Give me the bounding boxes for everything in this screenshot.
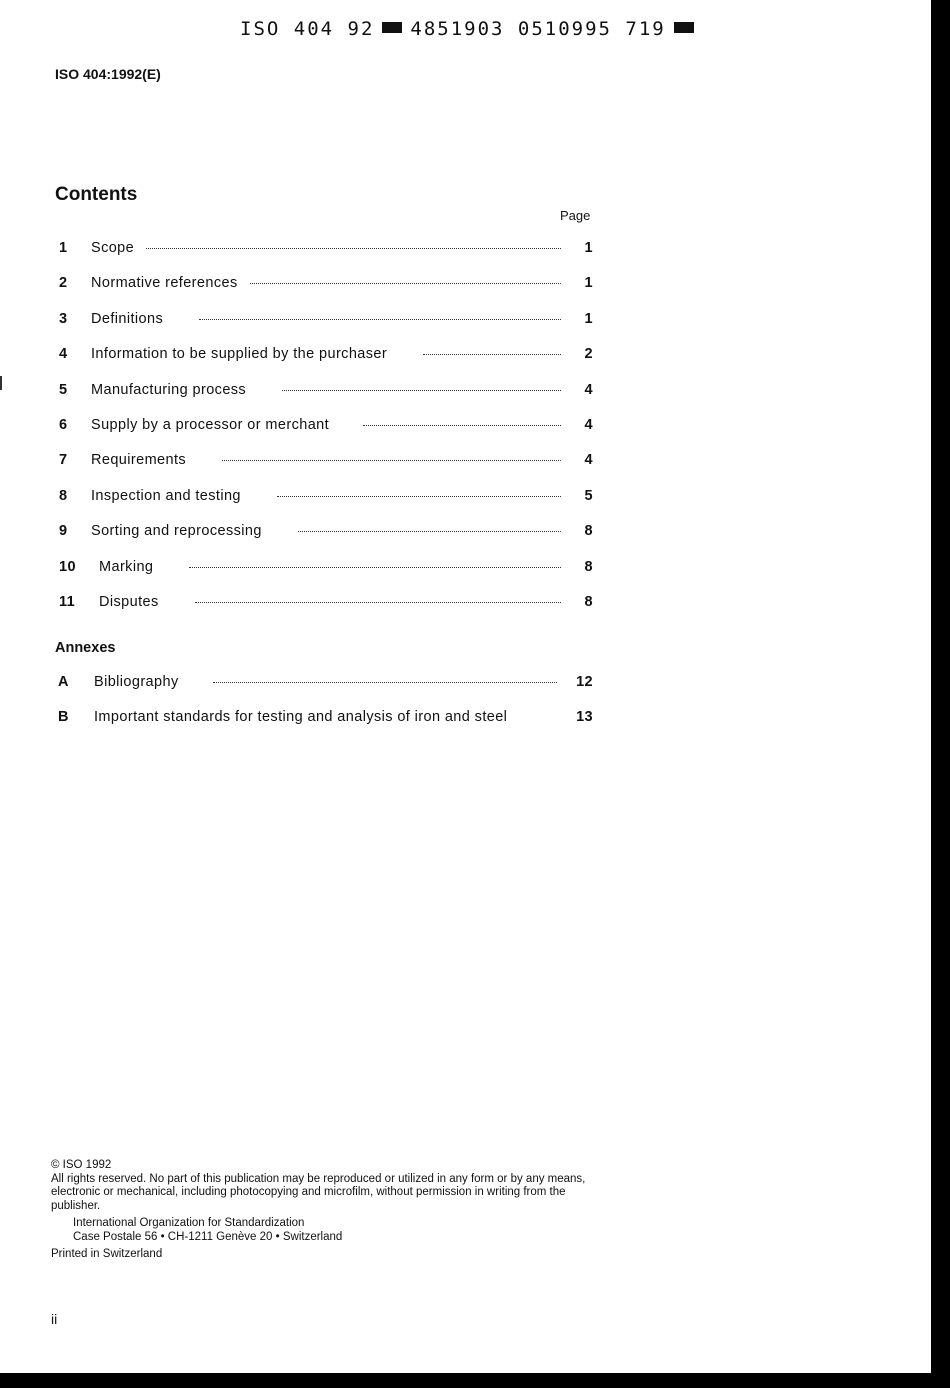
annex-title: Important standards for testing and analysis of iron and steel <box>94 709 508 725</box>
annex-page: 12 <box>576 674 593 690</box>
toc-entry-page: 8 <box>584 523 593 540</box>
page-number: ii <box>51 1311 58 1327</box>
dot-leader <box>277 496 561 497</box>
toc-entry-page: 4 <box>584 381 593 398</box>
dot-leader <box>195 602 561 603</box>
toc-entry-title: Manufacturing process <box>91 381 247 398</box>
toc-entry-title: Sorting and reprocessing <box>91 523 262 540</box>
toc-entry-page: 8 <box>584 558 593 575</box>
annex-letter: B <box>58 709 69 725</box>
dot-leader <box>250 283 561 284</box>
toc-entry-number: 3 <box>59 310 68 327</box>
dot-leader <box>146 248 561 249</box>
dot-leader <box>222 460 561 461</box>
toc-entry-number: 4 <box>59 346 68 363</box>
toc-entry[interactable] <box>55 382 595 417</box>
dot-leader <box>363 425 561 426</box>
annexes-heading: Annexes <box>55 640 116 656</box>
document-id: ISO 404:1992(E) <box>55 66 161 82</box>
toc-entry-number: 7 <box>59 452 68 469</box>
toc-entry[interactable] <box>55 559 595 594</box>
toc-entry-title: Normative references <box>91 275 238 292</box>
table-of-contents <box>55 240 595 629</box>
annex-list <box>55 674 595 744</box>
toc-entry[interactable] <box>55 346 595 381</box>
toc-entry-number: 2 <box>59 275 68 292</box>
toc-entry-title: Disputes <box>99 593 159 610</box>
page-column-label: Page <box>560 208 591 223</box>
annex-letter: A <box>58 674 69 690</box>
dot-leader <box>282 390 561 391</box>
toc-entry-page: 5 <box>584 487 593 504</box>
scan-edge-mark <box>0 376 2 390</box>
rights-statement: All rights reserved. No part of this publication may be reproduced or utilized in any form or by any means, electronic or mechanical, including photocopying and microfilm, without permission in writing from the publisher. <box>51 1172 586 1212</box>
annex-entry[interactable] <box>55 674 595 709</box>
annex-page: 13 <box>576 709 593 725</box>
toc-entry-number: 1 <box>59 240 68 256</box>
toc-entry[interactable] <box>55 311 595 346</box>
redaction-block <box>674 22 694 33</box>
scan-header-part2: 4851903 0510995 719 <box>410 18 666 40</box>
toc-entry-title: Information to be supplied by the purchaser <box>91 346 388 363</box>
toc-entry-title: Scope <box>91 240 135 256</box>
publisher-address: Case Postale 56 • CH-1211 Genève 20 • Switzerland <box>73 1230 343 1243</box>
toc-entry-number: 11 <box>59 593 76 610</box>
toc-entry[interactable] <box>55 417 595 452</box>
toc-entry-page: 8 <box>584 593 593 610</box>
toc-entry[interactable] <box>55 275 595 310</box>
toc-entry-page: 4 <box>584 452 593 469</box>
toc-entry-number: 8 <box>59 487 68 504</box>
redaction-block <box>382 22 402 33</box>
toc-entry[interactable] <box>55 452 595 487</box>
toc-entry-title: Definitions <box>91 310 164 327</box>
annex-entry[interactable] <box>55 709 595 744</box>
copyright-line: © ISO 1992 <box>51 1159 112 1171</box>
toc-entry-title: Requirements <box>91 452 187 469</box>
toc-entry-page: 1 <box>584 240 593 256</box>
toc-entry-number: 6 <box>59 416 68 433</box>
toc-entry-number: 9 <box>59 523 68 540</box>
toc-entry[interactable] <box>55 488 595 523</box>
toc-entry-title: Supply by a processor or merchant <box>91 416 330 433</box>
toc-entry-title: Inspection and testing <box>91 487 241 504</box>
contents-title: Contents <box>55 184 138 205</box>
dot-leader <box>213 682 557 683</box>
dot-leader <box>189 567 561 568</box>
toc-entry-page: 1 <box>584 275 593 292</box>
annex-title: Bibliography <box>94 674 179 690</box>
printed-in: Printed in Switzerland <box>51 1248 163 1260</box>
copyright-notice <box>51 1159 596 1262</box>
toc-entry[interactable] <box>55 523 595 558</box>
dot-leader <box>199 319 561 320</box>
toc-entry[interactable] <box>55 594 595 629</box>
toc-entry-page: 4 <box>584 416 593 433</box>
publisher-name: International Organization for Standardization <box>73 1217 305 1229</box>
scan-header <box>240 18 702 40</box>
toc-entry-title: Marking <box>99 558 154 575</box>
toc-entry-page: 2 <box>584 346 593 363</box>
dot-leader <box>423 354 561 355</box>
dot-leader <box>298 531 561 532</box>
scan-header-part1: ISO 404 92 <box>240 18 375 40</box>
toc-entry-number: 5 <box>59 381 68 398</box>
toc-entry[interactable] <box>55 240 595 275</box>
toc-entry-page: 1 <box>584 310 593 327</box>
toc-entry-number: 10 <box>59 558 76 575</box>
